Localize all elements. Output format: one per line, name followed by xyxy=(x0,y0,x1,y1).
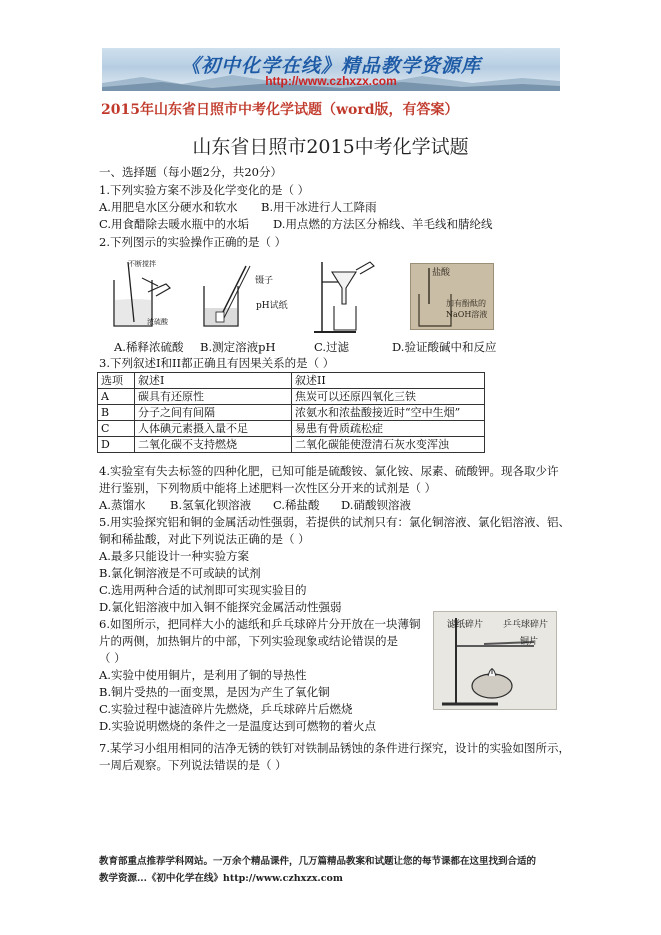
table-cell: 二氧化碳能使澄清石灰水变浑浊 xyxy=(292,437,485,453)
q4-line-1: 4.实验室有失去标签的四种化肥，已知可能是硫酸铵、氯化铵、尿素、硫酸钾。现各取少许 xyxy=(99,464,559,478)
q2-option-a: A.稀释浓硫酸 xyxy=(114,340,184,354)
table-cell: 易患有骨质疏松症 xyxy=(292,421,485,437)
q4-option-d: D.硝酸钡溶液 xyxy=(341,498,411,512)
figure-b-label-ph-paper: pH试纸 xyxy=(256,301,288,311)
q5-option-d: D.氯化铝溶液中加入铜不能探究金属活动性强弱 xyxy=(99,600,342,614)
q5-line-1: 5.用实验探究铝和铜的金属活动性强弱，若提供的试剂只有：氯化铜溶液、氯化铝溶液、铝、 xyxy=(99,515,570,529)
table-cell: A xyxy=(98,389,135,405)
table-header-cell: 叙述II xyxy=(292,373,485,389)
q3-table xyxy=(97,372,485,453)
table-cell: 二氧化碳不支持燃烧 xyxy=(135,437,292,453)
q6-option-b: B.铜片受热的一面变黑，是因为产生了氧化铜 xyxy=(99,685,330,699)
table-row xyxy=(98,421,485,437)
q6-line-1: 6.如图所示，把同样大小的滤纸和乒乓球碎片分开放在一块薄铜 xyxy=(99,617,421,631)
figure-b-label-tweezers: 镊子 xyxy=(255,276,274,286)
q4-option-b: B.氢氧化钡溶液 xyxy=(170,498,252,512)
figure-d-label-acid: 盐酸 xyxy=(432,268,451,278)
banner-title: 《初中化学在线》精品教学资源库 xyxy=(180,55,481,77)
q7-line-1: 7.某学习小组用相同的洁净无锈的铁钉对铁制品锈蚀的条件进行探究，设计的实验如图所示， xyxy=(99,741,570,755)
table-row xyxy=(98,405,485,421)
q5-option-c: C.选用两种合适的试剂即可实现实验目的 xyxy=(99,583,307,597)
q2-option-b: B.测定溶液pH xyxy=(200,340,276,354)
figure-a-label-acid: 浓硫酸 xyxy=(147,318,168,326)
figure-ph-test xyxy=(196,262,256,332)
q3-stem: 3.下列叙述I和II都正确且有因果关系的是（ ） xyxy=(99,356,335,370)
figure-d-label-phenolphthalein: 加有酚酞的 xyxy=(446,299,486,308)
table-cell: 分子之间有间隔 xyxy=(135,405,292,421)
document-title: 2015年山东省日照市中考化学试题（word版，有答案） xyxy=(101,102,459,118)
q4-option-a: A.蒸馏水 xyxy=(99,498,146,512)
q5-line-2: 铜和稀盐酸，对此下列说法正确的是（ ） xyxy=(99,532,310,546)
q6-option-c: C.实验过程中滤渣碎片先燃烧，乒乓球碎片后燃烧 xyxy=(99,702,353,716)
header-banner xyxy=(102,48,560,91)
q1-option-a: A.用肥皂水区分硬水和软水 xyxy=(99,200,238,214)
q6-line-3: （ ） xyxy=(99,651,126,665)
figure-6-label-copper: 铜片 xyxy=(520,637,539,647)
table-row xyxy=(98,437,485,453)
exam-title: 山东省日照市2015中考化学试题 xyxy=(192,136,469,158)
q1-option-c: C.用食醋除去暖水瓶中的水垢 xyxy=(99,217,250,231)
table-header-cell: 叙述I xyxy=(135,373,292,389)
table-row xyxy=(98,389,485,405)
table-cell: C xyxy=(98,421,135,437)
q5-option-b: B.氯化铜溶液是不可或缺的试剂 xyxy=(99,566,261,580)
q2-stem: 2.下列图示的实验操作正确的是（ ） xyxy=(99,235,287,249)
q6-option-d: D.实验说明燃烧的条件之一是温度达到可燃物的着火点 xyxy=(99,719,376,733)
q2-option-c: C.过滤 xyxy=(314,340,350,354)
q6-option-a: A.实验中使用铜片，是利用了铜的导热性 xyxy=(99,668,307,682)
q2-option-d: D.验证酸碱中和反应 xyxy=(392,340,497,354)
q1-option-d: D.用点燃的方法区分棉线、羊毛线和腈纶线 xyxy=(273,217,493,231)
q4-option-c: C.稀盐酸 xyxy=(273,498,320,512)
figure-6-label-filter-paper: 滤纸碎片 xyxy=(447,620,484,630)
section-heading: 一、选择题（每小题2分，共20分） xyxy=(99,165,282,179)
q4-line-2: 进行鉴别，下列物质中能将上述肥料一次性区分开来的试剂是（ ） xyxy=(99,481,437,495)
banner-url[interactable]: http://www.czhxzx.com xyxy=(265,74,397,88)
footer-line-1: 教育部重点推荐学科网站。一万余个精品课件，几万篇精品教案和试题让您的每节课都在这里找到合适的 xyxy=(99,856,537,867)
table-cell: 浓氨水和浓盐酸接近时“空中生烟” xyxy=(292,405,485,421)
figure-a-label-stir: 不断搅拌 xyxy=(128,260,156,268)
table-header-cell: 选项 xyxy=(98,373,135,389)
footer-line-2[interactable]: 教学资源...《初中化学在线》http://www.czhxzx.com xyxy=(99,873,343,884)
table-cell: D xyxy=(98,437,135,453)
q6-line-2: 片的两侧，加热铜片的中部，下列实验现象或结论错误的是 xyxy=(99,634,398,648)
figure-6-label-pingpong: 乒乓球碎片 xyxy=(503,620,549,630)
q7-line-2: 一周后观察。下列说法错误的是（ ） xyxy=(99,758,287,772)
q5-option-a: A.最多只能设计一种实验方案 xyxy=(99,549,249,563)
figure-d-label-naoh: NaOH溶液 xyxy=(446,310,488,319)
table-cell: 碳具有还原性 xyxy=(135,389,292,405)
table-cell: 人体碘元素摄入量不足 xyxy=(135,421,292,437)
table-header-row xyxy=(98,373,485,389)
figure-filtration xyxy=(312,258,380,336)
q1-option-b: B.用干冰进行人工降雨 xyxy=(261,200,377,214)
q1-stem: 1.下列实验方案不涉及化学变化的是（ ） xyxy=(99,183,310,197)
table-cell: 焦炭可以还原四氧化三铁 xyxy=(292,389,485,405)
table-cell: B xyxy=(98,405,135,421)
